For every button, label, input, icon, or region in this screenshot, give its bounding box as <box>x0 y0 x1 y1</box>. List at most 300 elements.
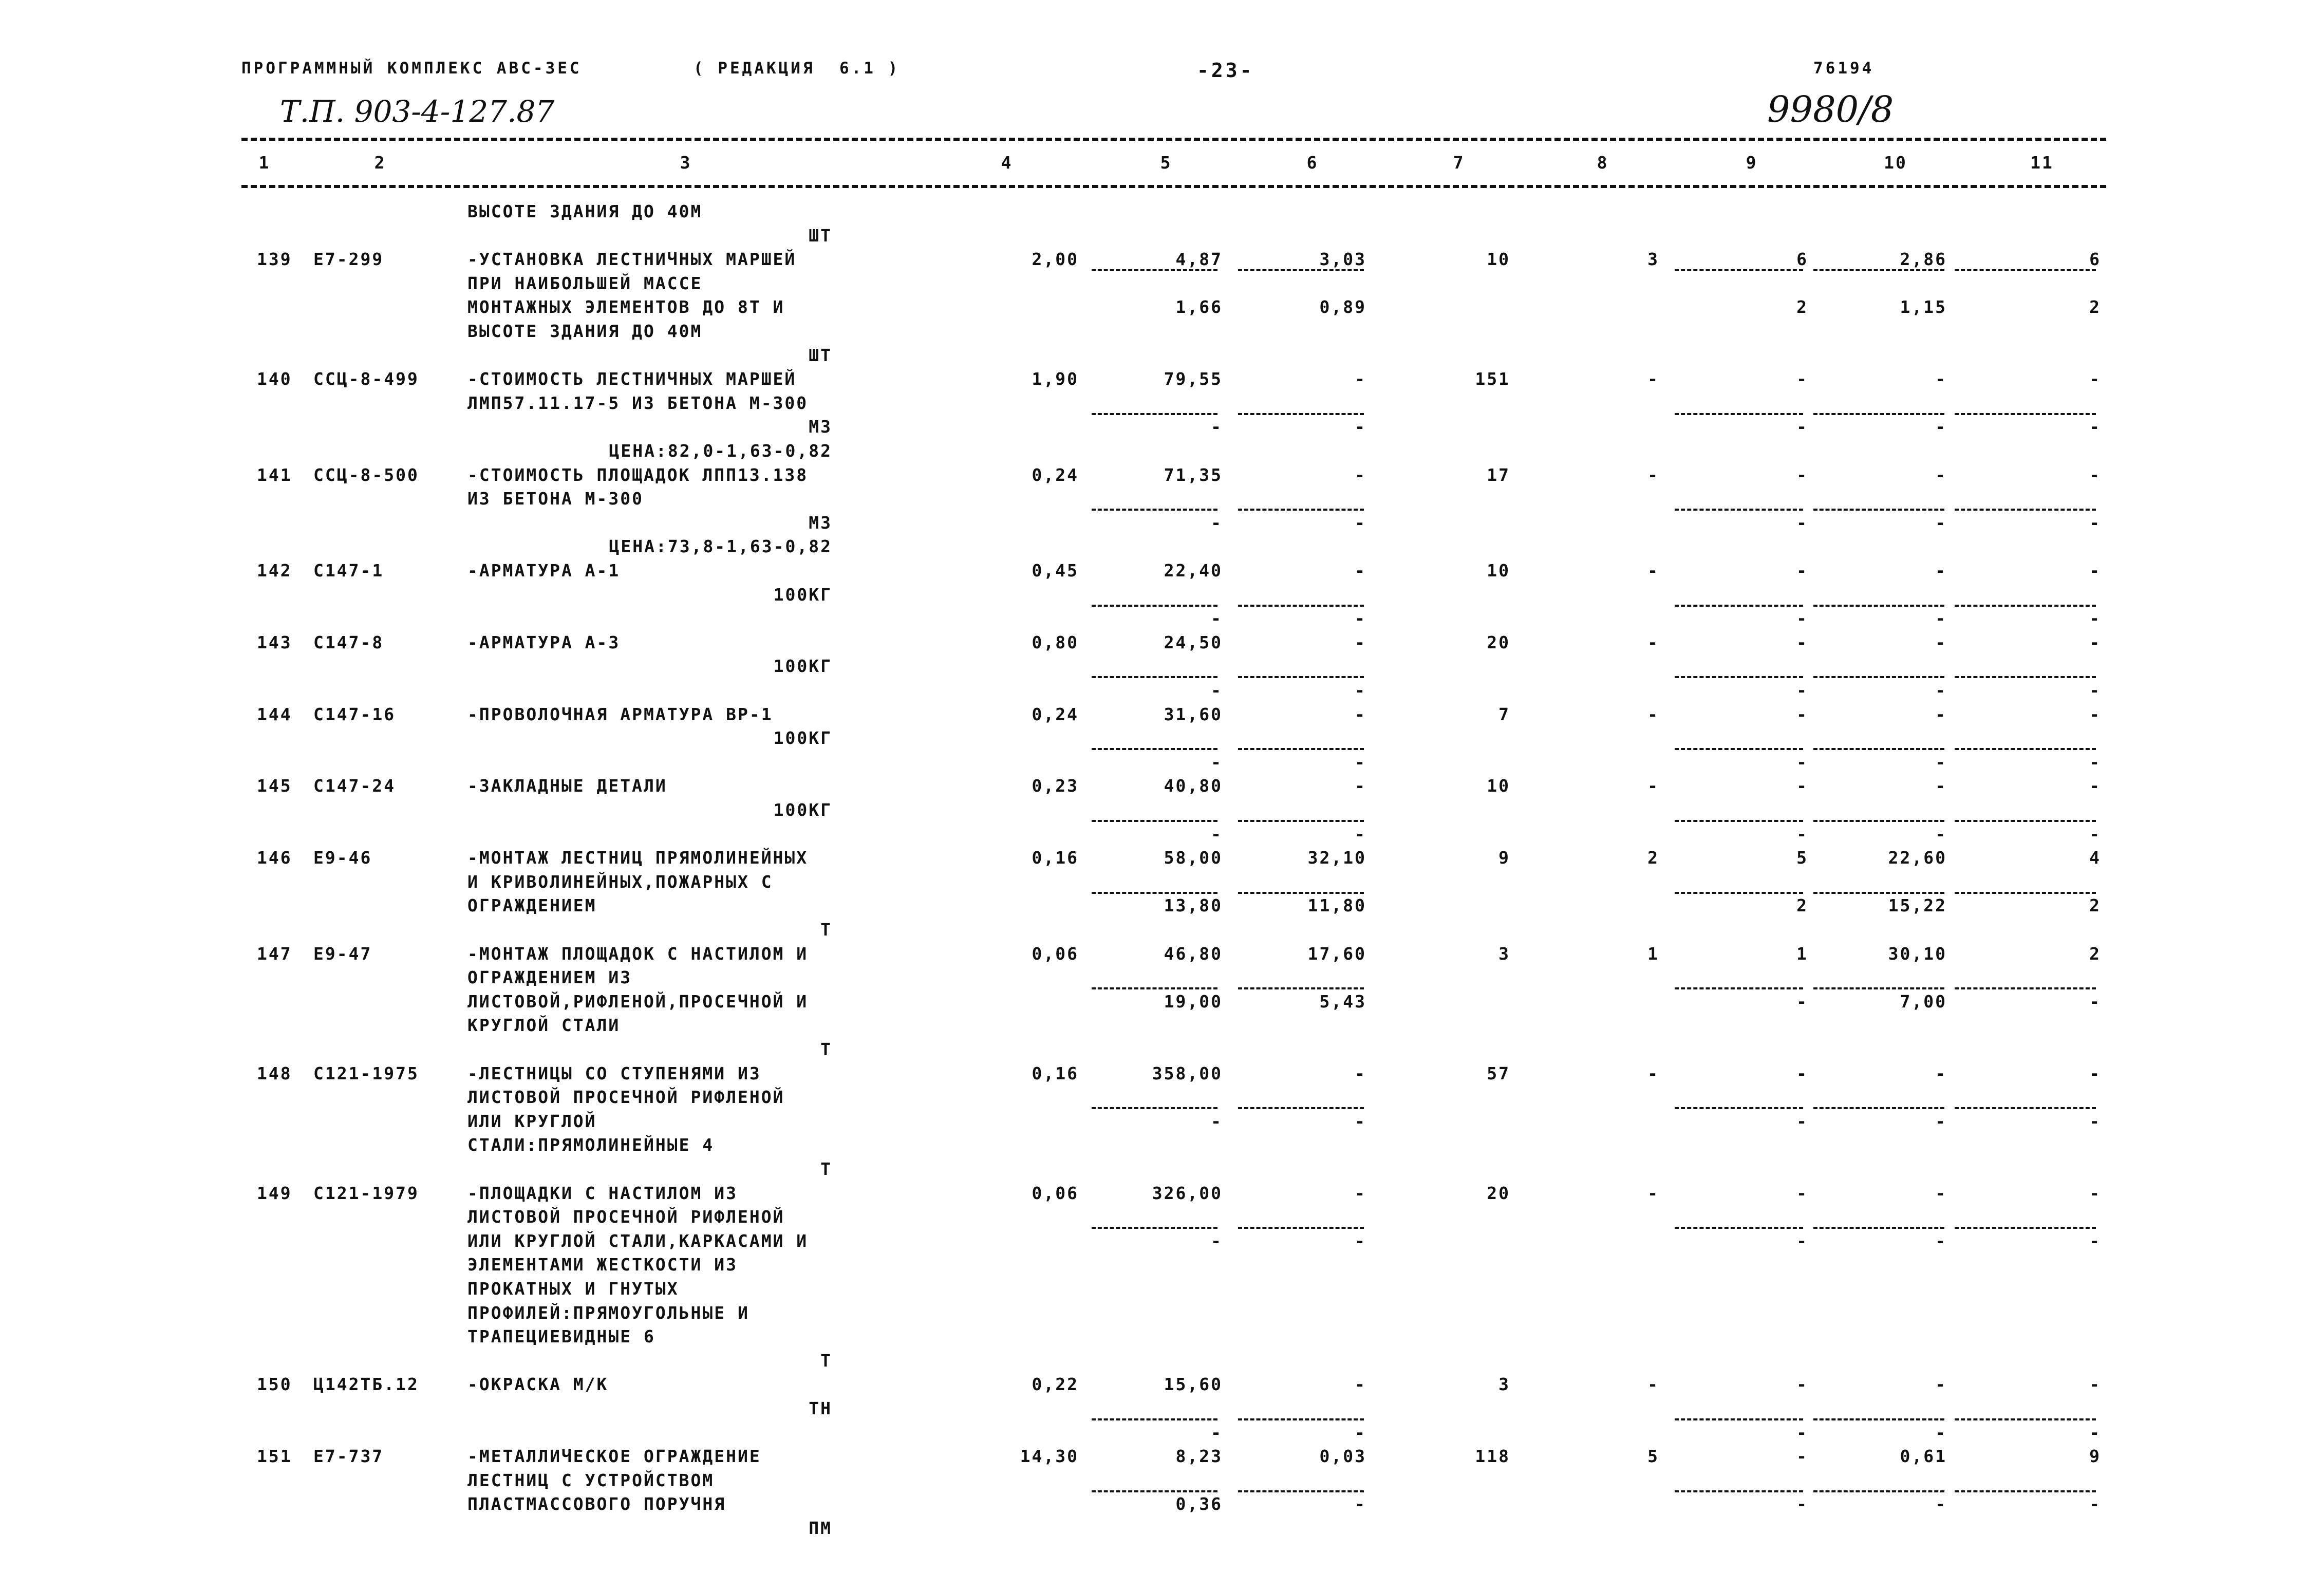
cell-col-7: 9 <box>1498 848 1510 868</box>
cell-col-6: - <box>1355 1230 1366 1251</box>
cell-divider-dashes <box>1813 987 1944 989</box>
cell-col-9: 2 <box>1796 297 1808 317</box>
cell-divider-dashes <box>1092 605 1217 607</box>
cell-col-6: 32,10 <box>1307 848 1366 868</box>
cell-col-6: - <box>1355 1374 1366 1395</box>
cell-col-8: 2 <box>1647 848 1659 868</box>
cell-divider-dashes <box>1238 605 1364 607</box>
cell-col-5: 4,87 <box>1175 249 1223 270</box>
cell-col-8: - <box>1647 704 1659 724</box>
cell-col-6: - <box>1355 632 1366 652</box>
cell-divider-dashes <box>1092 1107 1217 1109</box>
rate-code: С147-16 <box>313 704 396 724</box>
row-number: 147 <box>257 943 292 964</box>
work-description: -СТОИМОСТЬ ЛЕСТНИЧНЫХ МАРШЕЙ <box>467 369 797 389</box>
cell-col-4: 0,22 <box>1032 1374 1079 1395</box>
cell-col-7: 20 <box>1487 1183 1510 1203</box>
cell-col-11: - <box>2089 1111 2101 1131</box>
work-description: ПЛАСТМАССОВОГО ПОРУЧНЯ <box>467 1494 726 1514</box>
cell-col-9: - <box>1796 1230 1808 1251</box>
work-description: ОГРАЖДЕНИЕМ ИЗ <box>467 967 632 988</box>
rate-code: С147-1 <box>313 560 384 581</box>
cell-col-10: - <box>1935 1111 1947 1131</box>
cell-col-9: - <box>1796 704 1808 724</box>
cell-col-6: 0,89 <box>1319 297 1366 317</box>
cell-col-5: 58,00 <box>1164 848 1223 868</box>
work-description: -АРМАТУРА А-1 <box>467 560 621 581</box>
cell-col-5: - <box>1211 1422 1223 1443</box>
column-header-9: 9 <box>1746 153 1758 173</box>
cell-col-10: - <box>1935 680 1947 700</box>
cell-divider-dashes <box>1238 1418 1364 1420</box>
rate-code: Е9-47 <box>313 943 372 964</box>
cell-col-6: - <box>1355 1063 1366 1083</box>
work-description: ЛИСТОВОЙ,РИФЛЕНОЙ,ПРОСЕЧНОЙ И <box>467 991 809 1012</box>
cell-col-9: - <box>1796 632 1808 652</box>
cell-col-9: - <box>1796 369 1808 389</box>
row-number: 140 <box>257 369 292 389</box>
cell-col-8: - <box>1647 1374 1659 1395</box>
cell-divider-dashes <box>1092 1227 1217 1229</box>
unit-label: Т <box>820 1350 832 1371</box>
cell-divider-dashes <box>1092 892 1217 894</box>
cell-col-8: - <box>1647 632 1659 652</box>
column-header-7: 7 <box>1453 153 1465 173</box>
cell-col-7: 151 <box>1475 369 1510 389</box>
cell-col-4: 0,16 <box>1032 848 1079 868</box>
cell-divider-dashes <box>1675 509 1803 511</box>
cell-col-4: 0,06 <box>1032 943 1079 964</box>
cell-divider-dashes <box>1813 605 1944 607</box>
cell-col-6: - <box>1355 1111 1366 1131</box>
cell-col-5: 71,35 <box>1164 464 1223 485</box>
column-header-1: 1 <box>258 153 271 173</box>
unit-label: ПМ <box>809 1518 832 1538</box>
cell-col-5: - <box>1211 824 1223 844</box>
cell-col-7: 20 <box>1487 632 1510 652</box>
cell-col-10: 15,22 <box>1888 895 1947 916</box>
column-header-5: 5 <box>1160 153 1172 173</box>
cell-col-7: 7 <box>1498 704 1510 724</box>
cell-col-10: 2,86 <box>1900 249 1947 270</box>
cell-divider-dashes <box>1813 413 1944 415</box>
work-description: ЛМП57.11.17-5 ИЗ БЕТОНА М-300 <box>467 392 809 413</box>
cell-divider-dashes <box>1238 269 1364 271</box>
cell-divider-dashes <box>1813 269 1944 271</box>
cell-col-11: 2 <box>2089 297 2101 317</box>
cell-col-6: - <box>1355 776 1366 796</box>
program-name: ПРОГРАММНЫЙ КОМПЛЕКС АВС-3ЕС <box>241 59 582 78</box>
cell-divider-dashes <box>1955 509 2096 511</box>
cell-divider-dashes <box>1092 748 1217 750</box>
cell-col-9: - <box>1796 991 1808 1012</box>
cell-col-11: - <box>2089 991 2101 1012</box>
cell-col-8: 3 <box>1647 249 1659 270</box>
cell-col-6: - <box>1355 608 1366 629</box>
unit-label: 100КГ <box>773 584 832 605</box>
rate-code: Ц142ТБ.12 <box>313 1374 419 1395</box>
cell-divider-dashes <box>1955 892 2096 894</box>
unit-label: ЦЕНА:73,8-1,63-0,82 <box>609 536 832 557</box>
column-header-2: 2 <box>374 153 386 173</box>
cell-col-9: 6 <box>1796 249 1808 270</box>
work-description: -ПЛОЩАДКИ С НАСТИЛОМ ИЗ <box>467 1183 738 1203</box>
cell-col-4: 0,24 <box>1032 704 1079 724</box>
cell-col-11: - <box>2089 1494 2101 1514</box>
column-header-8: 8 <box>1597 153 1609 173</box>
cell-col-10: 1,15 <box>1900 297 1947 317</box>
work-description: ВЫСОТЕ ЗДАНИЯ ДО 40М <box>467 321 703 341</box>
cell-col-8: - <box>1647 1063 1659 1083</box>
cell-col-9: - <box>1796 776 1808 796</box>
cell-col-11: - <box>2089 632 2101 652</box>
work-description: СТАЛИ:ПРЯМОЛИНЕЙНЫЕ 4 <box>467 1135 715 1155</box>
cell-col-5: - <box>1211 752 1223 772</box>
cell-col-9: - <box>1796 1183 1808 1203</box>
cell-col-4: 0,23 <box>1032 776 1079 796</box>
cell-col-11: - <box>2089 680 2101 700</box>
cell-col-5: - <box>1211 512 1223 533</box>
cell-col-10: - <box>1935 512 1947 533</box>
cell-col-7: 10 <box>1487 776 1510 796</box>
cell-col-5: 19,00 <box>1164 991 1223 1012</box>
unit-label: 100КГ <box>773 800 832 820</box>
cell-col-6: - <box>1355 680 1366 700</box>
cell-col-6: 11,80 <box>1307 895 1366 916</box>
cell-col-5: 0,36 <box>1175 1494 1223 1514</box>
cell-divider-dashes <box>1675 1227 1803 1229</box>
work-description: КРУГЛОЙ СТАЛИ <box>467 1015 621 1036</box>
cell-divider-dashes <box>1955 1107 2096 1109</box>
cell-col-6: - <box>1355 369 1366 389</box>
cell-col-8: - <box>1647 776 1659 796</box>
cell-col-11: - <box>2089 608 2101 629</box>
cell-col-7: 17 <box>1487 464 1510 485</box>
cell-divider-dashes <box>1675 1418 1803 1420</box>
cell-col-9: - <box>1796 1111 1808 1131</box>
cell-col-6: 3,03 <box>1319 249 1366 270</box>
cell-col-9: - <box>1796 512 1808 533</box>
cell-divider-dashes <box>1238 820 1364 822</box>
row-number: 148 <box>257 1063 292 1083</box>
cell-col-10: - <box>1935 1422 1947 1443</box>
work-description: -УСТАНОВКА ЛЕСТНИЧНЫХ МАРШЕЙ <box>467 249 797 270</box>
header-rule-bottom <box>241 185 2106 188</box>
cell-col-7: 57 <box>1487 1063 1510 1083</box>
cell-divider-dashes <box>1092 676 1217 678</box>
cell-col-8: - <box>1647 1183 1659 1203</box>
work-description: ЛИСТОВОЙ ПРОСЕЧНОЙ РИФЛЕНОЙ <box>467 1087 785 1108</box>
cell-col-9: - <box>1796 680 1808 700</box>
cell-divider-dashes <box>1238 1107 1364 1109</box>
work-description: ТРАПЕЦИЕВИДНЫЕ 6 <box>467 1326 655 1347</box>
cell-col-7: 3 <box>1498 943 1510 964</box>
work-description: -ПРОВОЛОЧНАЯ АРМАТУРА ВР-1 <box>467 704 773 724</box>
cell-col-10: - <box>1935 1494 1947 1514</box>
cell-col-5: 24,50 <box>1164 632 1223 652</box>
cell-col-6: - <box>1355 1183 1366 1203</box>
cell-divider-dashes <box>1238 987 1364 989</box>
cell-col-11: - <box>2089 1183 2101 1203</box>
cell-divider-dashes <box>1675 605 1803 607</box>
cell-col-11: - <box>2089 560 2101 581</box>
cell-col-7: 3 <box>1498 1374 1510 1395</box>
unit-label: Т <box>820 1159 832 1179</box>
cell-divider-dashes <box>1955 1418 2096 1420</box>
cell-divider-dashes <box>1675 413 1803 415</box>
cell-divider-dashes <box>1675 748 1803 750</box>
cell-col-5: - <box>1211 417 1223 437</box>
column-header-10: 10 <box>1884 153 1907 173</box>
cell-col-10: - <box>1935 1183 1947 1203</box>
work-description: -МОНТАЖ ЛЕСТНИЦ ПРЯМОЛИНЕЙНЫХ <box>467 848 809 868</box>
cell-col-10: - <box>1935 464 1947 485</box>
cell-col-4: 0,80 <box>1032 632 1079 652</box>
cell-col-11: 6 <box>2089 249 2101 270</box>
cell-divider-dashes <box>1955 413 2096 415</box>
unit-label: ЦЕНА:82,0-1,63-0,82 <box>609 441 832 461</box>
work-description: ИЛИ КРУГЛОЙ <box>467 1111 597 1131</box>
cell-divider-dashes <box>1092 269 1217 271</box>
document-code: 76194 <box>1813 59 1875 78</box>
cell-col-11: - <box>2089 464 2101 485</box>
column-header-4: 4 <box>1001 153 1013 173</box>
rate-code: Е7-737 <box>313 1446 384 1467</box>
work-description: ПРОФИЛЕЙ:ПРЯМОУГОЛЬНЫЕ И <box>467 1302 749 1323</box>
cell-col-9: - <box>1796 464 1808 485</box>
row-number: 143 <box>257 632 292 652</box>
work-description: МОНТАЖНЫХ ЭЛЕМЕНТОВ ДО 8Т И <box>467 297 785 317</box>
row-number: 141 <box>257 464 292 485</box>
work-description: ЛИСТОВОЙ ПРОСЕЧНОЙ РИФЛЕНОЙ <box>467 1207 785 1227</box>
cell-divider-dashes <box>1675 1107 1803 1109</box>
cell-col-11: 2 <box>2089 943 2101 964</box>
work-description: И КРИВОЛИНЕЙНЫХ,ПОЖАРНЫХ С <box>467 871 773 892</box>
cell-divider-dashes <box>1238 413 1364 415</box>
cell-divider-dashes <box>1675 1490 1803 1492</box>
cell-divider-dashes <box>1092 1418 1217 1420</box>
work-description: ИЛИ КРУГЛОЙ СТАЛИ,КАРКАСАМИ И <box>467 1230 809 1251</box>
cell-col-9: - <box>1796 752 1808 772</box>
cell-col-9: - <box>1796 1494 1808 1514</box>
work-description: -АРМАТУРА А-3 <box>467 632 621 652</box>
cell-col-6: 0,03 <box>1319 1446 1366 1467</box>
cell-divider-dashes <box>1813 1490 1944 1492</box>
cell-divider-dashes <box>1238 892 1364 894</box>
cell-col-9: - <box>1796 417 1808 437</box>
cell-col-8: 5 <box>1647 1446 1659 1467</box>
cell-col-11: - <box>2089 1230 2101 1251</box>
header-rule-top <box>241 138 2106 141</box>
cell-col-8: - <box>1647 560 1659 581</box>
cell-col-4: 0,24 <box>1032 464 1079 485</box>
cell-col-11: - <box>2089 1063 2101 1083</box>
cell-col-6: 17,60 <box>1307 943 1366 964</box>
row-number: 151 <box>257 1446 292 1467</box>
cell-divider-dashes <box>1955 820 2096 822</box>
rate-code: С121-1975 <box>313 1063 419 1083</box>
cell-col-5: 22,40 <box>1164 560 1223 581</box>
cell-col-8: 1 <box>1647 943 1659 964</box>
rate-code: С147-8 <box>313 632 384 652</box>
cell-col-5: 13,80 <box>1164 895 1223 916</box>
cell-divider-dashes <box>1813 748 1944 750</box>
cell-col-11: 2 <box>2089 895 2101 916</box>
unit-label: ТН <box>809 1398 832 1418</box>
cell-col-10: 22,60 <box>1888 848 1947 868</box>
cell-col-9: - <box>1796 1446 1808 1467</box>
cell-col-11: - <box>2089 1374 2101 1395</box>
row-number: 149 <box>257 1183 292 1203</box>
cell-divider-dashes <box>1675 269 1803 271</box>
cell-divider-dashes <box>1675 987 1803 989</box>
cell-col-9: - <box>1796 1422 1808 1443</box>
cell-col-10: - <box>1935 1230 1947 1251</box>
cell-divider-dashes <box>1675 676 1803 678</box>
cell-col-11: - <box>2089 1422 2101 1443</box>
cell-divider-dashes <box>1092 509 1217 511</box>
cell-col-11: 4 <box>2089 848 2101 868</box>
cell-divider-dashes <box>1813 892 1944 894</box>
work-description: ИЗ БЕТОНА М-300 <box>467 489 644 509</box>
rate-code: С121-1979 <box>313 1183 419 1203</box>
work-description: -ЗАКЛАДНЫЕ ДЕТАЛИ <box>467 776 667 796</box>
cell-col-10: 30,10 <box>1888 943 1947 964</box>
cell-divider-dashes <box>1092 1490 1217 1492</box>
work-description: -ОКРАСКА М/К <box>467 1374 609 1395</box>
cell-divider-dashes <box>1813 1107 1944 1109</box>
cell-col-5: 79,55 <box>1164 369 1223 389</box>
unit-label: ШТ <box>809 225 832 246</box>
cell-col-6: - <box>1355 1422 1366 1443</box>
work-description: ПРОКАТНЫХ И ГНУТЫХ <box>467 1279 679 1299</box>
cell-col-7: 10 <box>1487 560 1510 581</box>
cell-col-10: - <box>1935 752 1947 772</box>
cell-divider-dashes <box>1675 892 1803 894</box>
cell-divider-dashes <box>1813 1227 1944 1229</box>
rate-code: ССЦ-8-499 <box>313 369 419 389</box>
project-number: Т.П. 903-4-127.87 <box>280 94 555 129</box>
cell-col-11: - <box>2089 752 2101 772</box>
unit-label: М3 <box>809 417 832 437</box>
cell-col-4: 2,00 <box>1032 249 1079 270</box>
cell-divider-dashes <box>1238 509 1364 511</box>
row-number: 150 <box>257 1374 292 1395</box>
cell-col-10: 0,61 <box>1900 1446 1947 1467</box>
cell-col-10: 7,00 <box>1900 991 1947 1012</box>
row-number: 145 <box>257 776 292 796</box>
cell-col-11: - <box>2089 512 2101 533</box>
unit-label: ШТ <box>809 345 832 365</box>
cell-col-6: 5,43 <box>1319 991 1366 1012</box>
cell-divider-dashes <box>1955 605 2096 607</box>
unit-label: 100КГ <box>773 728 832 749</box>
cell-divider-dashes <box>1813 676 1944 678</box>
cell-col-6: - <box>1355 824 1366 844</box>
cell-col-6: - <box>1355 1494 1366 1514</box>
cell-col-10: - <box>1935 1063 1947 1083</box>
work-description: ЛЕСТНИЦ С УСТРОЙСТВОМ <box>467 1470 715 1490</box>
unit-label: М3 <box>809 512 832 533</box>
cell-divider-dashes <box>1813 820 1944 822</box>
cell-col-10: - <box>1935 560 1947 581</box>
cell-col-5: 8,23 <box>1175 1446 1223 1467</box>
unit-label: Т <box>820 1039 832 1059</box>
cell-col-5: 1,66 <box>1175 297 1223 317</box>
cell-col-10: - <box>1935 369 1947 389</box>
cell-divider-dashes <box>1955 987 2096 989</box>
cell-col-10: - <box>1935 632 1947 652</box>
cell-divider-dashes <box>1092 987 1217 989</box>
cell-col-10: - <box>1935 1374 1947 1395</box>
cell-col-5: 31,60 <box>1164 704 1223 724</box>
column-header-3: 3 <box>680 153 692 173</box>
work-description: ПРИ НАИБОЛЬШЕЙ МАССЕ <box>467 273 703 293</box>
cell-col-9: - <box>1796 608 1808 629</box>
work-description: -МОНТАЖ ПЛОЩАДОК С НАСТИЛОМ И <box>467 943 809 964</box>
row-number: 139 <box>257 249 292 270</box>
cell-col-10: - <box>1935 417 1947 437</box>
cell-divider-dashes <box>1092 413 1217 415</box>
edition-label: ( РЕДАКЦИЯ 6.1 ) <box>694 59 901 78</box>
cell-col-11: - <box>2089 417 2101 437</box>
cell-col-11: - <box>2089 776 2101 796</box>
rate-code: Е9-46 <box>313 848 372 868</box>
work-description: ЭЛЕМЕНТАМИ ЖЕСТКОСТИ ИЗ <box>467 1255 738 1275</box>
row-number: 142 <box>257 560 292 581</box>
cell-col-9: 2 <box>1796 895 1808 916</box>
cell-col-4: 0,16 <box>1032 1063 1079 1083</box>
cell-divider-dashes <box>1955 1227 2096 1229</box>
cell-col-6: - <box>1355 417 1366 437</box>
row-number: 146 <box>257 848 292 868</box>
cell-divider-dashes <box>1675 820 1803 822</box>
cell-col-9: 1 <box>1796 943 1808 964</box>
unit-label: Т <box>820 920 832 940</box>
rate-code: Е7-299 <box>313 249 384 270</box>
cell-col-5: - <box>1211 1111 1223 1131</box>
cell-divider-dashes <box>1955 748 2096 750</box>
cell-col-5: - <box>1211 680 1223 700</box>
rate-code: С147-24 <box>313 776 396 796</box>
cell-col-5: - <box>1211 1230 1223 1251</box>
cell-divider-dashes <box>1238 1490 1364 1492</box>
cell-col-5: 15,60 <box>1164 1374 1223 1395</box>
cell-col-6: - <box>1355 560 1366 581</box>
column-header-11: 11 <box>2030 153 2054 173</box>
cell-divider-dashes <box>1813 509 1944 511</box>
cell-col-5: - <box>1211 608 1223 629</box>
cell-divider-dashes <box>1955 1490 2096 1492</box>
cell-col-6: - <box>1355 704 1366 724</box>
cell-divider-dashes <box>1955 269 2096 271</box>
cell-col-4: 0,45 <box>1032 560 1079 581</box>
cell-col-7: 118 <box>1475 1446 1510 1467</box>
work-description: -МЕТАЛЛИЧЕСКОЕ ОГРАЖДЕНИЕ <box>467 1446 761 1467</box>
cell-divider-dashes <box>1092 820 1217 822</box>
work-description: ОГРАЖДЕНИЕМ <box>467 895 597 916</box>
cell-col-4: 0,06 <box>1032 1183 1079 1203</box>
cell-col-6: - <box>1355 512 1366 533</box>
cell-col-11: - <box>2089 369 2101 389</box>
cell-col-9: 5 <box>1796 848 1808 868</box>
work-description: -ЛЕСТНИЦЫ СО СТУПЕНЯМИ ИЗ <box>467 1063 761 1083</box>
cell-col-4: 1,90 <box>1032 369 1079 389</box>
cell-col-7: 10 <box>1487 249 1510 270</box>
column-header-6: 6 <box>1306 153 1319 173</box>
cell-col-5: 326,00 <box>1152 1183 1223 1203</box>
cell-col-11: 9 <box>2089 1446 2101 1467</box>
